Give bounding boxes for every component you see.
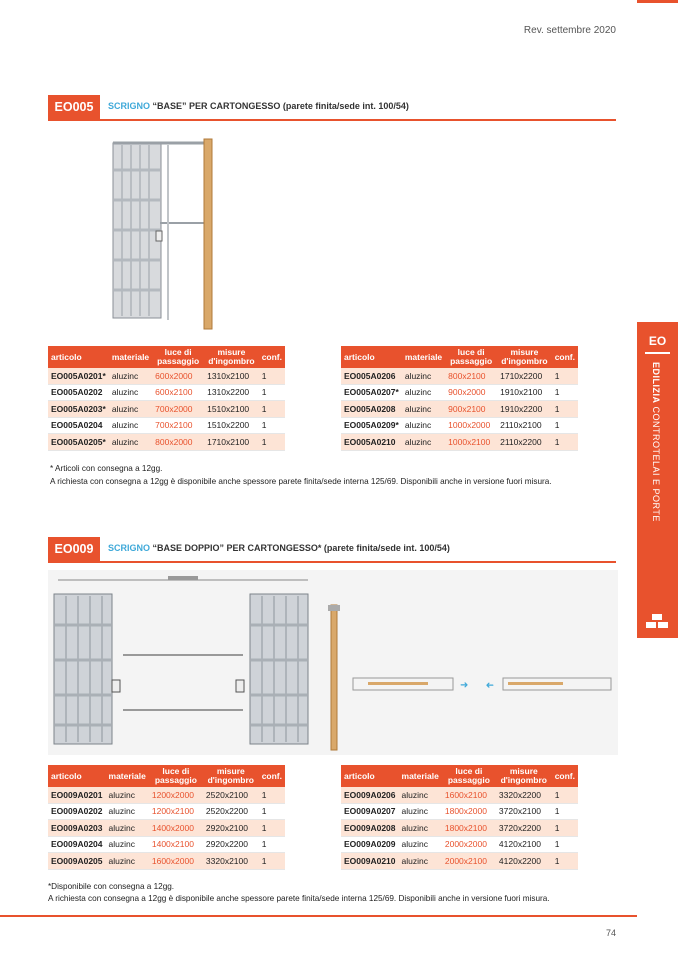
cell-luce: 2000x2100 (442, 853, 496, 870)
section-header-eo009 (48, 537, 616, 563)
table-row (48, 417, 285, 434)
svg-text:➜: ➜ (460, 680, 469, 691)
cell-conf: 1 (552, 787, 578, 803)
cell-materiale: aluzinc (109, 401, 152, 418)
cell-conf: 1 (259, 401, 285, 418)
table-row (341, 820, 578, 837)
table-row (48, 803, 285, 820)
footer-rule (0, 915, 637, 917)
cell-conf: 1 (552, 853, 578, 870)
cell-luce: 1000x2100 (445, 434, 497, 451)
cell-misure: 2920x2200 (203, 836, 259, 853)
table-row (341, 401, 578, 418)
category-label: EDILIZIA CONTROTELAI E PORTE (651, 362, 661, 522)
cell-conf: 1 (259, 417, 285, 434)
cell-materiale: aluzinc (402, 384, 445, 401)
cell-luce: 900x2100 (445, 401, 497, 418)
cell-articolo: EO009A0204 (48, 836, 106, 853)
table-row (341, 853, 578, 870)
table-row (48, 434, 285, 451)
double-pocket-frame-image (48, 570, 618, 755)
cell-conf: 1 (259, 820, 285, 837)
cell-misure: 1310x2100 (204, 368, 259, 384)
table-row (341, 368, 578, 384)
cell-misure: 4120x2200 (496, 853, 552, 870)
cell-materiale: aluzinc (402, 368, 445, 384)
cell-materiale: aluzinc (402, 417, 445, 434)
cell-luce: 700x2100 (152, 417, 204, 434)
cell-conf: 1 (552, 820, 578, 837)
cell-misure: 1710x2100 (204, 434, 259, 451)
cell-luce: 1600x2000 (149, 853, 203, 870)
section-code: EO009 (48, 537, 100, 561)
cell-articolo: EO005A0202 (48, 384, 109, 401)
table-row (48, 820, 285, 837)
cell-articolo: EO005A0206 (341, 368, 402, 384)
cell-misure: 2520x2200 (203, 803, 259, 820)
cell-articolo: EO005A0204 (48, 417, 109, 434)
table-row (341, 787, 578, 803)
cell-materiale: aluzinc (109, 434, 152, 451)
note-availability: A richiesta con consegna a 12gg è disponibile anche spessore parete finita/sede interna 125/69. Disponibili anche in versione fuori misura. (50, 477, 552, 486)
cell-luce: 800x2100 (445, 368, 497, 384)
note-delivery: * Articoli con consegna a 12gg. (50, 464, 163, 473)
section-title: SCRIGNO “BASE DOPPIO” PER CARTONGESSO* (parete finita/sede int. 100/54) (108, 543, 450, 553)
cell-misure: 2520x2100 (203, 787, 259, 803)
section-title: SCRIGNO “BASE” PER CARTONGESSO (parete finita/sede int. 100/54) (108, 101, 409, 111)
table-header: articolo materiale luce di passaggio misure d'ingombro conf. (341, 346, 578, 368)
top-accent-bar (637, 0, 678, 3)
cell-articolo: EO009A0209 (341, 836, 399, 853)
cell-materiale: aluzinc (402, 434, 445, 451)
cell-luce: 1600x2100 (442, 787, 496, 803)
cell-conf: 1 (259, 836, 285, 853)
cell-misure: 4120x2100 (496, 836, 552, 853)
note-availability: A richiesta con consegna a 12gg è disponibile anche spessore parete finita/sede interna 125/69. Disponibili anche in versione fuori misura. (48, 894, 550, 903)
cell-articolo: EO009A0210 (341, 853, 399, 870)
left-panel (54, 594, 120, 744)
cell-conf: 1 (259, 803, 285, 820)
cell-conf: 1 (552, 368, 578, 384)
cell-materiale: aluzinc (109, 384, 152, 401)
cell-materiale: aluzinc (402, 401, 445, 418)
cell-conf: 1 (552, 401, 578, 418)
divider (645, 352, 670, 354)
section-code: EO005 (48, 95, 100, 119)
cell-materiale: aluzinc (399, 853, 442, 870)
table-row (48, 368, 285, 384)
cell-articolo: EO005A0205* (48, 434, 109, 451)
cell-articolo: EO009A0206 (341, 787, 399, 803)
cell-misure: 2110x2100 (497, 417, 552, 434)
cell-materiale: aluzinc (106, 787, 149, 803)
cell-materiale: aluzinc (109, 368, 152, 384)
cell-articolo: EO005A0208 (341, 401, 402, 418)
table-row (48, 836, 285, 853)
table-eo005-left (48, 346, 285, 451)
cell-misure: 3720x2200 (496, 820, 552, 837)
svg-text:➜: ➜ (485, 679, 494, 690)
cell-articolo: EO005A0203* (48, 401, 109, 418)
cell-luce: 1800x2100 (442, 820, 496, 837)
table-row (48, 384, 285, 401)
cell-conf: 1 (259, 787, 285, 803)
cell-articolo: EO005A0207* (341, 384, 402, 401)
table-row (341, 417, 578, 434)
section-header-eo005 (48, 95, 616, 121)
table-row (48, 787, 285, 803)
cell-misure: 3320x2200 (496, 787, 552, 803)
cell-misure: 3720x2100 (496, 803, 552, 820)
cell-materiale: aluzinc (106, 836, 149, 853)
cell-conf: 1 (552, 434, 578, 451)
cell-luce: 1000x2000 (445, 417, 497, 434)
cell-articolo: EO005A0210 (341, 434, 402, 451)
cell-materiale: aluzinc (106, 803, 149, 820)
cell-misure: 2920x2100 (203, 820, 259, 837)
table-eo009-left (48, 765, 285, 870)
cell-misure: 2110x2200 (497, 434, 552, 451)
cell-conf: 1 (552, 836, 578, 853)
cell-luce: 900x2000 (445, 384, 497, 401)
side-category-tab[interactable] (637, 322, 678, 638)
table-header: articolo materiale luce di passaggio misure d'ingombro conf. (341, 765, 578, 787)
cell-articolo: EO009A0201 (48, 787, 106, 803)
cell-conf: 1 (259, 853, 285, 870)
cell-misure: 1510x2200 (204, 417, 259, 434)
cell-misure: 1310x2200 (204, 384, 259, 401)
cell-materiale: aluzinc (399, 836, 442, 853)
cell-articolo: EO009A0205 (48, 853, 106, 870)
table-row (341, 434, 578, 451)
table-header: articolo materiale luce di passaggio misure d'ingombro conf. (48, 765, 285, 787)
cell-conf: 1 (552, 803, 578, 820)
table-eo009-right (341, 765, 578, 870)
cell-articolo: EO009A0202 (48, 803, 106, 820)
cell-materiale: aluzinc (106, 853, 149, 870)
cell-misure: 1510x2100 (204, 401, 259, 418)
cell-luce: 1200x2100 (149, 803, 203, 820)
cell-luce: 2000x2000 (442, 836, 496, 853)
cell-materiale: aluzinc (109, 417, 152, 434)
cell-luce: 600x2100 (152, 384, 204, 401)
cell-articolo: EO005A0209* (341, 417, 402, 434)
cell-materiale: aluzinc (399, 803, 442, 820)
cell-misure: 1710x2200 (497, 368, 552, 384)
cell-luce: 1400x2000 (149, 820, 203, 837)
cell-misure: 1910x2100 (497, 384, 552, 401)
cell-conf: 1 (552, 384, 578, 401)
table-header: articolo materiale luce di passaggio misure d'ingombro conf. (48, 346, 285, 368)
cell-misure: 1910x2200 (497, 401, 552, 418)
cell-articolo: EO005A0201* (48, 368, 109, 384)
cell-conf: 1 (259, 368, 285, 384)
revision-label: Rev. settembre 2020 (523, 25, 616, 36)
cell-luce: 600x2000 (152, 368, 204, 384)
cell-articolo: EO009A0203 (48, 820, 106, 837)
cell-materiale: aluzinc (399, 787, 442, 803)
table-row (341, 836, 578, 853)
cell-luce: 1400x2100 (149, 836, 203, 853)
table-eo005-right (341, 346, 578, 451)
cell-articolo: EO009A0208 (341, 820, 399, 837)
cell-luce: 700x2000 (152, 401, 204, 418)
cell-materiale: aluzinc (106, 820, 149, 837)
cell-articolo: EO009A0207 (341, 803, 399, 820)
cell-luce: 1200x2000 (149, 787, 203, 803)
table-row (341, 384, 578, 401)
page-number: 74 (605, 928, 616, 938)
table-row (341, 803, 578, 820)
cell-materiale: aluzinc (399, 820, 442, 837)
table-row (48, 401, 285, 418)
cell-conf: 1 (552, 417, 578, 434)
cell-conf: 1 (259, 434, 285, 451)
pocket-frame-image (110, 135, 220, 335)
category-code: EO (648, 334, 667, 348)
cell-luce: 800x2000 (152, 434, 204, 451)
cell-conf: 1 (259, 384, 285, 401)
cell-luce: 1800x2000 (442, 803, 496, 820)
cell-misure: 3320x2100 (203, 853, 259, 870)
note-delivery: *Disponibile con consegna a 12gg. (48, 882, 175, 891)
table-row (48, 853, 285, 870)
